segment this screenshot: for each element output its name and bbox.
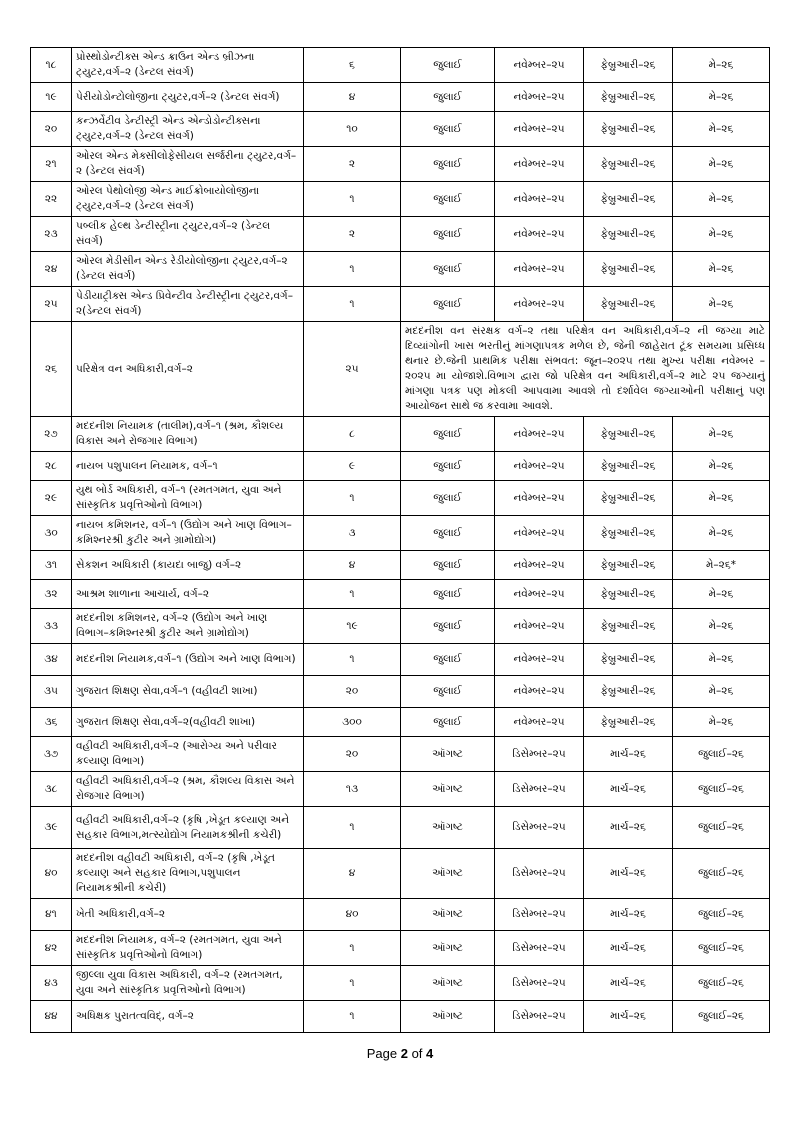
main-exam-cell: જુલાઈ–૨૬ (673, 807, 770, 849)
serial-number-cell: ૩૬ (31, 708, 72, 737)
advertisement-month-cell: નવેમ્બર–૨૫ (495, 217, 584, 252)
main-exam-cell: મે–૨૬ (673, 580, 770, 609)
advertisement-month-cell: નવેમ્બર–૨૫ (495, 112, 584, 147)
main-exam-cell: જુલાઈ–૨૬ (673, 772, 770, 807)
serial-number-cell: ૪૩ (31, 966, 72, 1001)
table-row (31, 807, 770, 849)
main-exam-cell: મે–૨૬ (673, 182, 770, 217)
serial-number-cell: ૧૯ (31, 83, 72, 112)
vacancy-count-cell: ૬ (304, 48, 401, 83)
advertisement-month-cell: ડિસેમ્બર–૨૫ (495, 772, 584, 807)
serial-number-cell: ૨૦ (31, 112, 72, 147)
preliminary-exam-cell: ફેબ્રુઆરી–૨૬ (584, 217, 673, 252)
serial-number-cell: ૧૮ (31, 48, 72, 83)
preliminary-exam-cell: ફેબ્રુઆરી–૨૬ (584, 147, 673, 182)
post-name-cell: મદદનીશ નિયામક,વર્ગ–૧ (ઉદ્યોગ અને ખાણ વિભાગ) (72, 644, 304, 676)
main-exam-cell: મે–૨૬ (673, 708, 770, 737)
vacancy-count-cell: ૪ (304, 849, 401, 899)
requisition-month-cell: જુલાઈ (401, 217, 495, 252)
main-exam-cell: જુલાઈ–૨૬ (673, 1001, 770, 1033)
main-exam-cell: મે–૨૬ (673, 287, 770, 322)
post-name-cell: પ્રોસ્થોડોન્ટીક્સ એન્ડ ક્રાઉન એન્ડ બ્રીઝના ટ્યુટર,વર્ગ–૨ (ડેન્ટલ સંવર્ગ) (72, 48, 304, 83)
main-exam-cell: મે–૨૬ (673, 217, 770, 252)
serial-number-cell: ૨૭ (31, 417, 72, 452)
requisition-month-cell: ઑગષ્ટ (401, 966, 495, 1001)
requisition-month-cell: ઑગષ્ટ (401, 737, 495, 772)
page-footer (0, 1046, 800, 1061)
main-exam-cell: મે–૨૬ (673, 676, 770, 708)
vacancy-count-cell: ૧૩ (304, 772, 401, 807)
preliminary-exam-cell: ફેબ્રુઆરી–૨૬ (584, 609, 673, 644)
table-row (31, 931, 770, 966)
preliminary-exam-cell: ફેબ્રુઆરી–૨૬ (584, 708, 673, 737)
post-name-cell: અધિક્ષક પુરાતત્વવિદ્, વર્ગ–૨ (72, 1001, 304, 1033)
requisition-month-cell: જુલાઈ (401, 112, 495, 147)
preliminary-exam-cell: ફેબ્રુઆરી–૨૬ (584, 676, 673, 708)
table-row (31, 452, 770, 481)
vacancy-count-cell: ૧૦ (304, 112, 401, 147)
table-row (31, 1001, 770, 1033)
post-name-cell: ઓરલ એન્ડ મેક્સીલોફેસીયલ સર્જરીના ટ્યુટર,વર્ગ–૨ (ડેન્ટલ સંવર્ગ) (72, 147, 304, 182)
main-exam-cell: મે–૨૬ (673, 112, 770, 147)
page-number: 2 (400, 1046, 408, 1061)
table-row (31, 849, 770, 899)
requisition-month-cell: જુલાઈ (401, 417, 495, 452)
requisition-month-cell: જુલાઈ (401, 48, 495, 83)
table-row (31, 966, 770, 1001)
vacancy-count-cell: ૧ (304, 481, 401, 516)
remark-note-cell: મદદનીશ વન સંરક્ષક વર્ગ–૨ તથા પરિક્ષેત્ર વન અધિકારી,વર્ગ–૨ ની જગ્યા માટે દિવ્યાંગોની ખાસ ભરતીનું માંગણાપત્રક મળેલ છે, જેની જાહેરાત ટૂંક સમયમા પ્રસિધ્ધ થનાર છે.જેની પ્રાથમિક પરીક્ષા સંભવત: જૂન–૨૦૨૫ તથા મુખ્ય પરીક્ષા નવેમ્બર –૨૦૨૫ મા યોજાશે.વિભાગ દ્વારા જો પરિક્ષેત્ર વન અધિકારી,વર્ગ–૨ માટે ૨૫ જગ્યાનું માંગણા પત્રક પણ મોકલી આપવામા આવશે તો દર્શાવેલ જગ્યાઓની પરીક્ષાનું પણ આયોજન સાથે જ કરવામા આવશે. (401, 322, 770, 417)
main-exam-cell: જુલાઈ–૨૬ (673, 966, 770, 1001)
advertisement-month-cell: નવેમ્બર–૨૫ (495, 676, 584, 708)
vacancy-count-cell: ૩૦૦ (304, 708, 401, 737)
main-exam-cell: મે–૨૬ (673, 609, 770, 644)
main-exam-cell: મે–૨૬ (673, 452, 770, 481)
requisition-month-cell: જુલાઈ (401, 252, 495, 287)
preliminary-exam-cell: ફેબ્રુઆરી–૨૬ (584, 287, 673, 322)
main-exam-cell: મે–૨૬ (673, 644, 770, 676)
post-name-cell: સેકશન અધિકારી (કાયદા બાજુ) વર્ગ–૨ (72, 551, 304, 580)
main-exam-cell: મે–૨૬ (673, 252, 770, 287)
main-exam-cell: મે–૨૬ (673, 481, 770, 516)
post-name-cell: ગુજરાત શિક્ષણ સેવા,વર્ગ–૨(વહીવટી શાખા) (72, 708, 304, 737)
table-row (31, 322, 770, 417)
preliminary-exam-cell: ફેબ્રુઆરી–૨૬ (584, 551, 673, 580)
preliminary-exam-cell: માર્ચ–૨૬ (584, 966, 673, 1001)
advertisement-month-cell: નવેમ્બર–૨૫ (495, 252, 584, 287)
requisition-month-cell: જુલાઈ (401, 83, 495, 112)
main-exam-cell: મે–૨૬ (673, 83, 770, 112)
serial-number-cell: ૪૧ (31, 899, 72, 931)
page-word: Page (366, 1046, 398, 1061)
vacancy-count-cell: ૧ (304, 1001, 401, 1033)
table-row (31, 676, 770, 708)
post-name-cell: ગુજરાત શિક્ષણ સેવા,વર્ગ–૧ (વહીવટી શાખા) (72, 676, 304, 708)
preliminary-exam-cell: ફેબ્રુઆરી–૨૬ (584, 83, 673, 112)
vacancy-count-cell: ૪ (304, 83, 401, 112)
serial-number-cell: ૨૫ (31, 287, 72, 322)
main-exam-cell: મે–૨૬ (673, 147, 770, 182)
advertisement-month-cell: ડિસેમ્બર–૨૫ (495, 899, 584, 931)
advertisement-month-cell: નવેમ્બર–૨૫ (495, 83, 584, 112)
advertisement-month-cell: નવેમ્બર–૨૫ (495, 182, 584, 217)
requisition-month-cell: ઑગષ્ટ (401, 772, 495, 807)
requisition-month-cell: જુલાઈ (401, 551, 495, 580)
vacancy-count-cell: ૧ (304, 807, 401, 849)
advertisement-month-cell: નવેમ્બર–૨૫ (495, 452, 584, 481)
vacancy-count-cell: ૧ (304, 580, 401, 609)
table-row (31, 708, 770, 737)
post-name-cell: યુથ બોર્ડ અધિકારી, વર્ગ–૧ (રમતગમત, યુવા અને સાંસ્કૃતિક પ્રવૃત્તિઓનો વિભાગ) (72, 481, 304, 516)
vacancy-count-cell: ૧ (304, 287, 401, 322)
main-exam-cell: જુલાઈ–૨૬ (673, 899, 770, 931)
advertisement-month-cell: ડિસેમ્બર–૨૫ (495, 966, 584, 1001)
table-row (31, 147, 770, 182)
vacancy-count-cell: ૪ (304, 551, 401, 580)
advertisement-month-cell: નવેમ્બર–૨૫ (495, 287, 584, 322)
preliminary-exam-cell: માર્ચ–૨૬ (584, 931, 673, 966)
post-name-cell: પેડીયાટ્રીક્સ એન્ડ પ્રિવેન્ટીવ ડેન્ટીસ્ટ્રીના ટ્યુટર,વર્ગ–૨(ડેન્ટલ સંવર્ગ) (72, 287, 304, 322)
table-row (31, 481, 770, 516)
advertisement-month-cell: નવેમ્બર–૨૫ (495, 644, 584, 676)
preliminary-exam-cell: માર્ચ–૨૬ (584, 899, 673, 931)
post-name-cell: મદદનીશ નિયામક (તાલીમ),વર્ગ–૧ (શ્રમ, કૌશલ્ય વિકાસ અને રોજગાર વિભાગ) (72, 417, 304, 452)
preliminary-exam-cell: માર્ચ–૨૬ (584, 772, 673, 807)
post-name-cell: મદદનીશ કમિશનર, વર્ગ–૨ (ઉદ્યોગ અને ખાણ વિભાગ–કમિશ્નરશ્રી કુટીર અને ગ્રામોદ્યોગ) (72, 609, 304, 644)
vacancy-count-cell: ૮ (304, 417, 401, 452)
requisition-month-cell: જુલાઈ (401, 182, 495, 217)
page-total: 4 (426, 1046, 434, 1061)
advertisement-month-cell: નવેમ્બર–૨૫ (495, 48, 584, 83)
serial-number-cell: ૩૫ (31, 676, 72, 708)
main-exam-cell: મે–૨૬ (673, 48, 770, 83)
requisition-month-cell: જુલાઈ (401, 644, 495, 676)
requisition-month-cell: ઑગષ્ટ (401, 1001, 495, 1033)
table-row (31, 772, 770, 807)
requisition-month-cell: ઑગષ્ટ (401, 899, 495, 931)
requisition-month-cell: જુલાઈ (401, 481, 495, 516)
main-exam-cell: મે–૨૬* (673, 551, 770, 580)
serial-number-cell: ૪૪ (31, 1001, 72, 1033)
post-name-cell: વહીવટી અધિકારી,વર્ગ–૨ (કૃષિ ,ખેડૂત કલ્યાણ અને સહકાર વિભાગ,મત્સ્યોદ્યોગ નિયામકશ્રીની કચેરી) (72, 807, 304, 849)
requisition-month-cell: જુલાઈ (401, 580, 495, 609)
serial-number-cell: ૨૯ (31, 481, 72, 516)
table-row (31, 182, 770, 217)
vacancy-count-cell: ૨૦ (304, 676, 401, 708)
serial-number-cell: ૪૨ (31, 931, 72, 966)
serial-number-cell: ૨૩ (31, 217, 72, 252)
preliminary-exam-cell: ફેબ્રુઆરી–૨૬ (584, 481, 673, 516)
vacancy-count-cell: ૪૦ (304, 899, 401, 931)
post-name-cell: આશ્રમ શાળાના આચાર્ય, વર્ગ–૨ (72, 580, 304, 609)
table-row (31, 737, 770, 772)
vacancy-count-cell: ૧ (304, 182, 401, 217)
requisition-month-cell: જુલાઈ (401, 516, 495, 551)
preliminary-exam-cell: ફેબ્રુઆરી–૨૬ (584, 48, 673, 83)
post-name-cell: નાયબ પશુપાલન નિયામક, વર્ગ–૧ (72, 452, 304, 481)
requisition-month-cell: ઑગષ્ટ (401, 807, 495, 849)
table-row (31, 112, 770, 147)
advertisement-month-cell: ડિસેમ્બર–૨૫ (495, 1001, 584, 1033)
post-name-cell: જીલ્લા યુવા વિકાસ અધિકારી, વર્ગ–૨ (રમતગમત, યુવા અને સાંસ્કૃતિક પ્રવૃત્તિઓનો વિભાગ) (72, 966, 304, 1001)
post-name-cell: પરિક્ષેત્ર વન અધિકારી,વર્ગ–૨ (72, 322, 304, 417)
post-name-cell: મદદનીશ નિયામક, વર્ગ–૨ (રમતગમત, યુવા અને સાંસ્કૃતિક પ્રવૃત્તિઓનો વિભાગ) (72, 931, 304, 966)
preliminary-exam-cell: ફેબ્રુઆરી–૨૬ (584, 182, 673, 217)
main-exam-cell: મે–૨૬ (673, 417, 770, 452)
table-row (31, 516, 770, 551)
post-name-cell: ઓરલ પેથોલોજી એન્ડ માઈક્રોબાયોલોજીના ટ્યુટર,વર્ગ–૨ (ડેન્ટલ સંવર્ગ) (72, 182, 304, 217)
preliminary-exam-cell: માર્ચ–૨૬ (584, 1001, 673, 1033)
post-name-cell: પેરીયોડોન્ટોલોજીના ટ્યુટર,વર્ગ–૨ (ડેન્ટલ સંવર્ગ) (72, 83, 304, 112)
serial-number-cell: ૨૨ (31, 182, 72, 217)
advertisement-month-cell: નવેમ્બર–૨૫ (495, 708, 584, 737)
post-name-cell: વહીવટી અધિકારી,વર્ગ–૨ (શ્રમ, કૌશલ્ય વિકાસ અને રોજગાર વિભાગ) (72, 772, 304, 807)
advertisement-month-cell: નવેમ્બર–૨૫ (495, 551, 584, 580)
main-exam-cell: મે–૨૬ (673, 516, 770, 551)
table-row (31, 609, 770, 644)
serial-number-cell: ૩૧ (31, 551, 72, 580)
vacancy-count-cell: ૩ (304, 516, 401, 551)
preliminary-exam-cell: ફેબ્રુઆરી–૨૬ (584, 516, 673, 551)
table-row (31, 83, 770, 112)
post-name-cell: પબ્લીક હેલ્થ ડેન્ટીસ્ટ્રીના ટ્યુટર,વર્ગ–૨ (ડેન્ટલ સંવર્ગ) (72, 217, 304, 252)
requisition-month-cell: જુલાઈ (401, 452, 495, 481)
serial-number-cell: ૩૦ (31, 516, 72, 551)
table-row (31, 217, 770, 252)
preliminary-exam-cell: ફેબ્રુઆરી–૨૬ (584, 452, 673, 481)
main-exam-cell: જુલાઈ–૨૬ (673, 849, 770, 899)
serial-number-cell: ૩૯ (31, 807, 72, 849)
table-row (31, 551, 770, 580)
table-row (31, 580, 770, 609)
preliminary-exam-cell: ફેબ્રુઆરી–૨૬ (584, 417, 673, 452)
serial-number-cell: ૨૮ (31, 452, 72, 481)
post-name-cell: વહીવટી અધિકારી,વર્ગ–૨ (આરોગ્ય અને પરીવાર કલ્યાણ વિભાગ) (72, 737, 304, 772)
table-row (31, 287, 770, 322)
vacancy-count-cell: ૨ (304, 147, 401, 182)
exam-schedule-table (30, 47, 770, 1033)
serial-number-cell: ૨૬ (31, 322, 72, 417)
table-row (31, 899, 770, 931)
vacancy-count-cell: ૨૦ (304, 737, 401, 772)
preliminary-exam-cell: માર્ચ–૨૬ (584, 849, 673, 899)
serial-number-cell: ૩૩ (31, 609, 72, 644)
table-row (31, 644, 770, 676)
post-name-cell: મદદનીશ વહીવટી અધિકારી, વર્ગ–૨ (કૃષિ ,ખેડૂત કલ્યાણ અને સહકાર વિભાગ,પશુપાલન નિયામકશ્રીની કચેરી) (72, 849, 304, 899)
requisition-month-cell: જુલાઈ (401, 147, 495, 182)
serial-number-cell: ૩૪ (31, 644, 72, 676)
post-name-cell: ખેતી અધિકારી,વર્ગ–૨ (72, 899, 304, 931)
advertisement-month-cell: નવેમ્બર–૨૫ (495, 580, 584, 609)
requisition-month-cell: ઑગષ્ટ (401, 849, 495, 899)
preliminary-exam-cell: માર્ચ–૨૬ (584, 807, 673, 849)
serial-number-cell: ૪૦ (31, 849, 72, 899)
post-name-cell: કન્ઝર્વેટીવ ડેન્ટીસ્ટ્રી એન્ડ એન્ડોડોન્ટીક્સના ટ્યુટર,વર્ગ–૨ (ડેન્ટલ સંવર્ગ) (72, 112, 304, 147)
preliminary-exam-cell: ફેબ્રુઆરી–૨૬ (584, 580, 673, 609)
table-row (31, 417, 770, 452)
vacancy-count-cell: ૯ (304, 452, 401, 481)
vacancy-count-cell: ૧ (304, 644, 401, 676)
advertisement-month-cell: ડિસેમ્બર–૨૫ (495, 849, 584, 899)
of-word: of (411, 1046, 423, 1061)
vacancy-count-cell: ૧ (304, 931, 401, 966)
advertisement-month-cell: ડિસેમ્બર–૨૫ (495, 737, 584, 772)
vacancy-count-cell: ૨ (304, 217, 401, 252)
advertisement-month-cell: નવેમ્બર–૨૫ (495, 481, 584, 516)
vacancy-count-cell: ૨૫ (304, 322, 401, 417)
vacancy-count-cell: ૧ (304, 966, 401, 1001)
serial-number-cell: ૩૭ (31, 737, 72, 772)
requisition-month-cell: જુલાઈ (401, 708, 495, 737)
advertisement-month-cell: નવેમ્બર–૨૫ (495, 516, 584, 551)
serial-number-cell: ૨૧ (31, 147, 72, 182)
advertisement-month-cell: ડિસેમ્બર–૨૫ (495, 807, 584, 849)
advertisement-month-cell: નવેમ્બર–૨૫ (495, 147, 584, 182)
vacancy-count-cell: ૧ (304, 252, 401, 287)
vacancy-count-cell: ૧૯ (304, 609, 401, 644)
requisition-month-cell: જુલાઈ (401, 676, 495, 708)
advertisement-month-cell: નવેમ્બર–૨૫ (495, 417, 584, 452)
requisition-month-cell: જુલાઈ (401, 287, 495, 322)
serial-number-cell: ૩૮ (31, 772, 72, 807)
post-name-cell: નાયબ કમિશનર, વર્ગ–૧ (ઉદ્યોગ અને ખાણ વિભાગ–કમિશ્નરશ્રી કુટીર અને ગ્રામોદ્યોગ) (72, 516, 304, 551)
serial-number-cell: ૩૨ (31, 580, 72, 609)
post-name-cell: ઓરલ મેડીસીન એન્ડ રેડીયોલોજીના ટ્યુટર,વર્ગ–૨ (ડેન્ટલ સંવર્ગ) (72, 252, 304, 287)
main-exam-cell: જુલાઈ–૨૬ (673, 931, 770, 966)
requisition-month-cell: જુલાઈ (401, 609, 495, 644)
preliminary-exam-cell: ફેબ્રુઆરી–૨૬ (584, 644, 673, 676)
table-row (31, 48, 770, 83)
preliminary-exam-cell: ફેબ્રુઆરી–૨૬ (584, 112, 673, 147)
preliminary-exam-cell: ફેબ્રુઆરી–૨૬ (584, 252, 673, 287)
advertisement-month-cell: નવેમ્બર–૨૫ (495, 609, 584, 644)
serial-number-cell: ૨૪ (31, 252, 72, 287)
preliminary-exam-cell: માર્ચ–૨૬ (584, 737, 673, 772)
table-row (31, 252, 770, 287)
advertisement-month-cell: ડિસેમ્બર–૨૫ (495, 931, 584, 966)
main-exam-cell: જુલાઈ–૨૬ (673, 737, 770, 772)
requisition-month-cell: ઑગષ્ટ (401, 931, 495, 966)
